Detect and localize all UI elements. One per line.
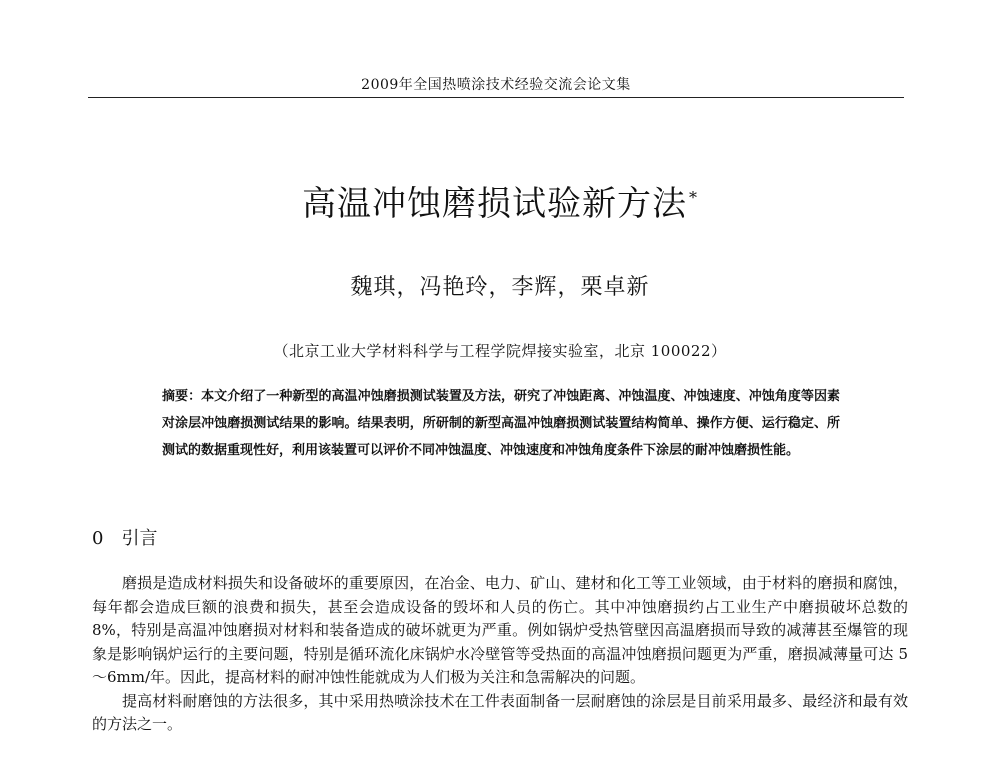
paper-title [0, 176, 1000, 225]
body-text [92, 572, 908, 737]
abstract: 摘要：本文介绍了一种新型的高温冲蚀磨损测试装置及方法，研究了冲蚀距离、冲蚀温度、冲蚀速度、冲蚀角度等因素对涂层冲蚀磨损测试结果的影响。结果表明，所研制的新型高温冲蚀磨损测试装置结构简单、操作方便、运行稳定、所测试的数据重现性好，利用该装置可以评价不同冲蚀温度、冲蚀速度和冲蚀角度条件下涂层的耐冲蚀磨损性能。 [162, 389, 840, 458]
section-title: 引言 [121, 528, 158, 549]
running-header: 2009年全国热喷涂技术经验交流会论文集 [361, 77, 631, 93]
paper-authors: 魏琪，冯艳玲，李辉，栗卓新 [350, 275, 650, 300]
paper-title-text: 高温冲蚀磨损试验新方法 [302, 184, 687, 224]
section-heading [92, 524, 157, 550]
paper-affiliation: （北京工业大学材料科学与工程学院焊接实验室，北京 100022） [273, 342, 727, 360]
title-footnote-mark: * [689, 187, 698, 207]
paragraph: 提高材料耐磨蚀的方法很多，其中采用热喷涂技术在工件表面制备一层耐磨蚀的涂层是目前采用最多、最经济和最有效的方法之一。 [92, 691, 908, 733]
section-number: 0 [92, 528, 104, 549]
paragraph: 磨损是造成材料损失和设备破坏的重要原因，在冶金、电力、矿山、建材和化工等工业领域，由于材料的磨损和腐蚀，每年都会造成巨额的浪费和损失，甚至会造成设备的毁坏和人员的伤亡。其中冲蚀磨损约占工业生产中磨损破坏总数的 8%，特别是高温冲蚀磨损对材料和装备造成的破坏就更为严重。例如锅炉受热管壁因高温磨损而导致的减薄甚至爆管的现象是影响锅炉运行的主要问题，特别是循环流化床锅炉水冷壁管等受热面的高温冲蚀磨损问题更为严重，磨损减薄量可达 5～6mm/年。因此，提高材料的耐冲蚀性能就成为人们极为关注和急需解决的问题。 [92, 574, 908, 686]
header-rule [88, 97, 904, 98]
